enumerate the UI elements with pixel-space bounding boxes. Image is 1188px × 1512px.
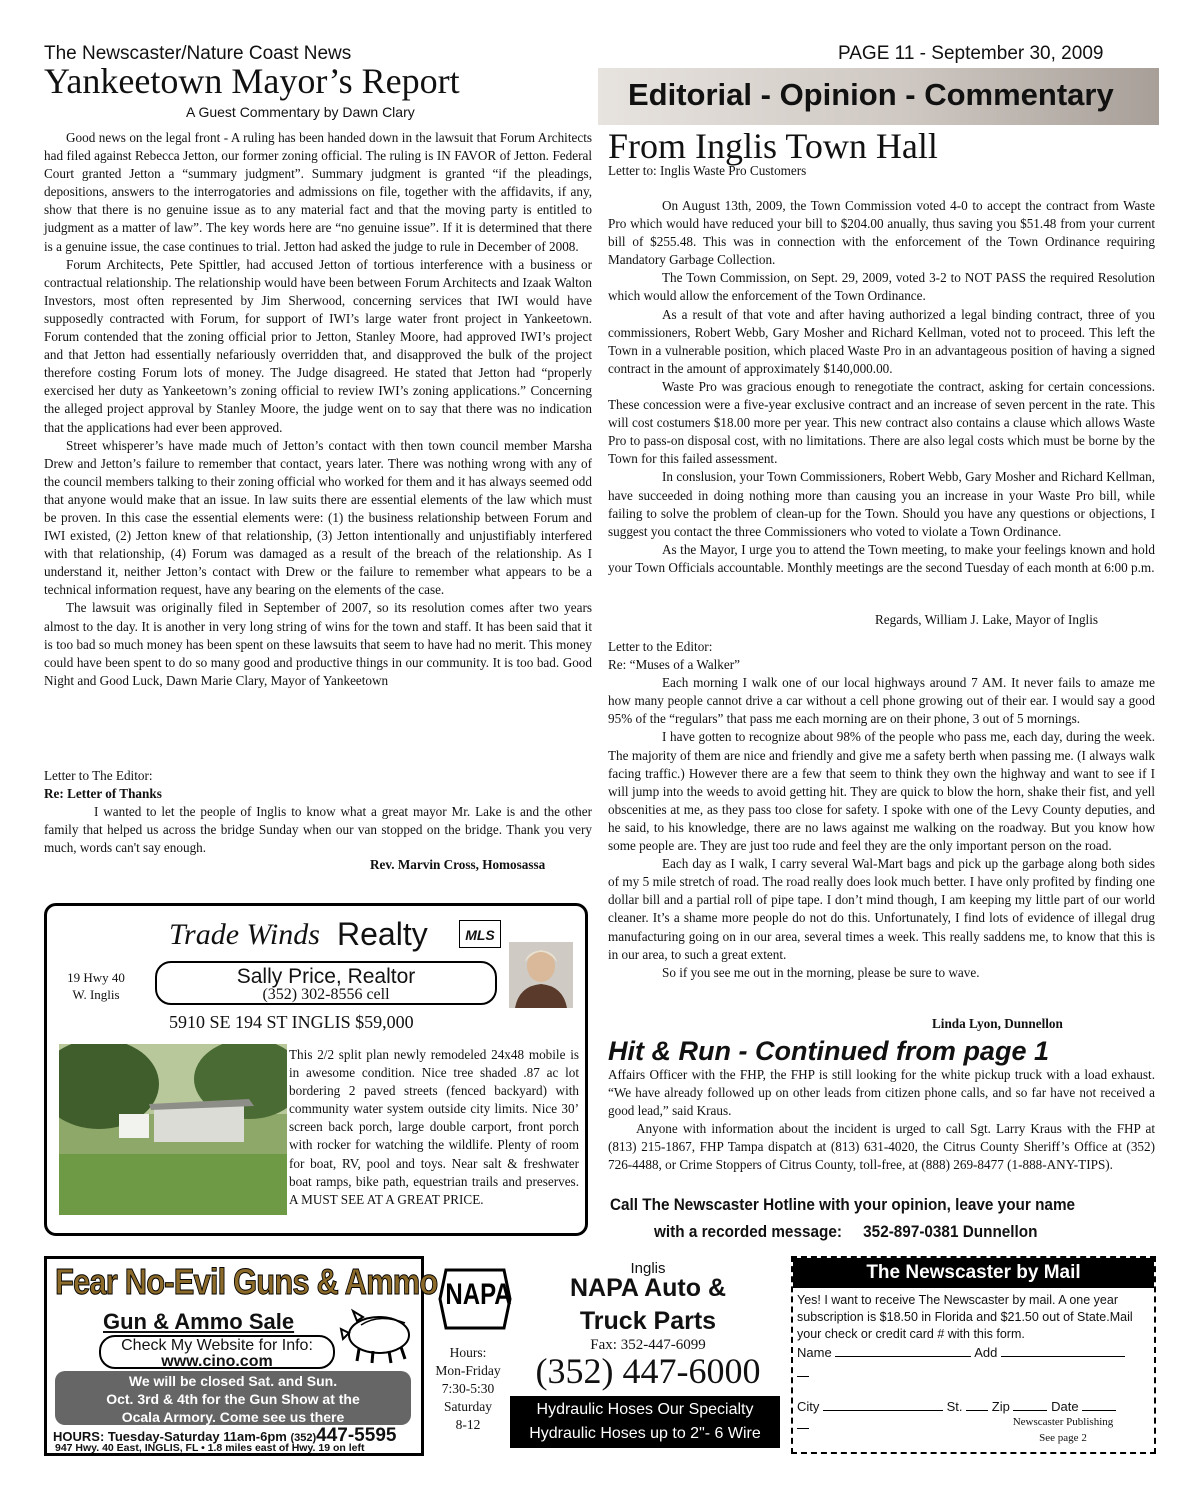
name-label: Name <box>797 1345 832 1360</box>
letter-signature: Rev. Marvin Cross, Homosassa <box>370 857 546 872</box>
town-hall-paragraph: Waste Pro was gracious enough to renegotiate the contract, asking for certain concessions. These concession were a five-year exclusive contract and an increase of seven percent in the rate. This will cost costumers $18.00 more per year. This new contract also contains a clause which allows Waste Pro to pass-on disposal cost, with no limitations. There are also legal costs which must be borne by the Town for this failed assessment. <box>608 378 1155 467</box>
guns-area-code: (352) <box>290 1432 317 1444</box>
st-field[interactable] <box>966 1398 988 1411</box>
napa-banner-2: Hydraulic Hoses up to 2"- 6 Wire <box>529 1425 761 1442</box>
realty-brand-script: Trade Winds <box>169 918 320 951</box>
section-banner <box>598 68 1159 125</box>
subscription-title: The Newscaster by Mail <box>866 1262 1081 1283</box>
hotline-line-1: Call The Newscaster Hotline with your opinion, leave your name <box>610 1195 1076 1214</box>
guns-title: Fear No-Evil Guns & Ammo <box>55 1261 438 1302</box>
subscription-header <box>793 1258 1154 1288</box>
publisher-see-page: See page 2 <box>1039 1432 1087 1444</box>
guns-hours: HOURS: Tuesday-Saturday 11am-6pm <box>53 1429 287 1444</box>
realty-address: 19 Hwy 40 W. Inglis <box>67 970 125 1002</box>
napa-hours-days: Mon-Friday <box>435 1363 501 1378</box>
name-row <box>797 1344 1147 1360</box>
walker-paragraph: Each day as I walk, I carry several Wal-Mart bags and pick up the garbage along both sides of my 5 mile stretch of road. The road really does look much better. I have only profited by finding one dollar bill and a partial roll of pipe tape. I don’t mind though, I am keeping my little part of our world cleaner. It’s a shame more people do not do this. Unfortunately, I find lots of evidence of illegal drug manufacturing going on in our area, several times a week. This really saddens me, to know that this is in our area, to such a great extent. <box>608 856 1155 962</box>
town-hall-body <box>608 197 1155 577</box>
guns-closed-2: Oct. 3rd & 4th for the Gun Show at the <box>106 1391 360 1407</box>
napa-logo-text: NAPA <box>445 1278 512 1311</box>
guns-website: www.cino.com <box>161 1353 273 1370</box>
mayor-paragraph: Street whisperer’s have made much of Jetton’s contact with then town council member Marsha Drew and Jetton’s failure to remember that contact, years later. There was nothing wrong with any of the council members talking to their zoning official who worked for them and it has always seemed odd that anyone would make that an issue. In law suits there are essential elements of the law which must be proven. In this case the essential elements were: (1) the business relationship between Forum and IWI existed, (2) Jetton knew of that relationship, (3) Jetton intentionally and unjustifiably interfered with that relationship, (4) Forum was damaged as a result of the breach of the relationship. As I understand it, neither Jetton’s contact with Drew or the failure to remember what appears to be a technical information request, have any bearing on the elements of the case. <box>44 437 592 598</box>
town-hall-paragraph: As the Mayor, I urge you to attend the Town meeting, to make your feelings known and hold your Town Officials accountable. Monthly meetings are the second Tuesday of each month at 6:00 p.m. <box>608 541 1155 575</box>
publisher-note <box>993 1414 1133 1446</box>
napa-fax: Fax: 352-447-6099 <box>590 1337 706 1353</box>
walker-signature: Linda Lyon, Dunnellon <box>932 1016 1063 1031</box>
realty-ad <box>44 903 588 1236</box>
napa-name-1: NAPA Auto & <box>570 1274 726 1302</box>
mayor-paragraph: The lawsuit was originally filed in September of 2007, so its resolution comes after two years almost to the day. It is another in very long string of wins for the town and staff. It has been said that it is too bad so much money has been spent on these lawsuits that seem to have had no merit. This money could have been spent to do so many good and productive things in our community. It is too bad. Good Night and Good Luck, Dawn Marie Clary, Mayor of Yankeetown <box>44 600 592 688</box>
zip-field[interactable] <box>1013 1398 1047 1411</box>
hotline-line-2: with a recorded message: 352-897-0381 Dunnellon <box>654 1222 1038 1241</box>
add-label: Add <box>974 1345 998 1360</box>
town-hall-title: From Inglis Town Hall <box>608 126 938 166</box>
listing-title: 5910 SE 194 ST INGLIS $59,000 <box>169 1012 414 1032</box>
napa-logo <box>438 1268 512 1335</box>
napa-hours-label: Hours: <box>449 1345 487 1360</box>
date-field[interactable] <box>1082 1398 1116 1411</box>
mayor-report-title: Yankeetown Mayor’s Report <box>44 61 460 101</box>
napa-hours-time: 7:30-5:30 <box>441 1381 495 1396</box>
hit-run-title: Hit & Run - Continued from page 1 <box>608 1036 1049 1066</box>
date-label: Date <box>1051 1399 1079 1414</box>
city-field[interactable] <box>823 1398 943 1411</box>
walker-paragraph: So if you see me out in the morning, please be sure to wave. <box>662 964 980 980</box>
guns-check: Check My Website for Info: <box>121 1337 313 1354</box>
hit-run-paragraph: Affairs Officer with the FHP, the FHP is still looking for the white pickup truck with a load exhaust. “We have already followed up on other leads from citizen phone calls, and so far have not received a good lead,” said Kraus. <box>608 1067 1155 1119</box>
st-label: St. <box>946 1399 963 1414</box>
mayor-paragraph: Forum Architects, Pete Spittler, had accused Jetton of tortious interference with a business or contractual relationship. The relationship would have been between Forum Architects and Izaak Walton Investors, most often represented by Jim Sherwood, concerning services that IWI would have supposedly contracted with Forum, for support of IWI’s large water front project in Yankeetown. Forum contended that the zoning official prior to Jetton, Stanley Moore, had approved IWI’s project and that Jetton had essentially nefariously overridden that, and disapproved the bulk of the project therefore costing Forum lots of money. The Judge disagreed. He stated that Jetton had “properly exercised her duty as Yankeetown’s zoning official to review IWI’s zoning applications.” Concerning the alleged project approval by Stanley Moore, the judge went on to say that there was no indication that the applications had ever been approved. <box>44 256 592 435</box>
guns-phone: 447-5595 <box>316 1425 397 1446</box>
guns-ad <box>44 1256 438 1456</box>
walker-paragraph: Each morning I walk one of our local highways around 7 AM. It never fails to amaze me how many people cannot drive a car without a cell phone growing out of their ear. I would say a good 95% of the “regulars” that pass me each morning are on their phone, 3 out of 5 mornings. <box>608 675 1155 727</box>
paper-name: The Newscaster/Nature Coast News <box>44 43 352 64</box>
subscription-form <box>791 1256 1156 1454</box>
napa-sat-label: Saturday <box>444 1399 492 1414</box>
town-hall-signature: Regards, William J. Lake, Mayor of Inglis <box>875 612 1099 627</box>
city-row <box>797 1398 1152 1414</box>
address-line[interactable] <box>797 1376 809 1377</box>
realty-brand-word: Realty <box>337 916 428 952</box>
name-field[interactable] <box>835 1344 971 1357</box>
napa-town: Inglis <box>630 1260 666 1277</box>
letter-subject: Re: Letter of Thanks <box>44 786 162 802</box>
guns-address: 947 Hwy. 40 East, INGLIS, FL • 1.8 miles east of Hwy. 19 on left <box>55 1442 365 1454</box>
napa-sat-time: 8-12 <box>455 1417 481 1432</box>
add-field[interactable] <box>1001 1344 1125 1357</box>
mls-logo <box>459 920 501 948</box>
walker-subject: Re: “Muses of a Walker” <box>608 657 740 673</box>
guns-website-pill <box>99 1335 335 1369</box>
agent-name: Sally Price, Realtor <box>236 965 416 988</box>
mayor-report-byline: A Guest Commentary by Dawn Clary <box>186 104 415 120</box>
guns-closed-1: We will be closed Sat. and Sun. <box>128 1373 338 1389</box>
guns-closed-3: Ocala Armory. Come see us there <box>121 1409 345 1425</box>
page-info: PAGE 11 - September 30, 2009 <box>838 43 1104 64</box>
napa-banner <box>510 1396 780 1448</box>
boar-icon <box>339 1303 419 1370</box>
guns-closed-box <box>55 1371 411 1425</box>
napa-banner-1: Hydraulic Hoses Our Specialty <box>536 1401 754 1418</box>
section-title: Editorial - Opinion - Commentary <box>628 77 1114 112</box>
city-extra-line[interactable] <box>797 1428 809 1429</box>
zip-label: Zip <box>991 1399 1010 1414</box>
subscription-text: Yes! I want to receive The Newscaster by mail. A one year subscription is $18.50 in Florida and $21.50 out of State.Mail your check or credit card # with this form. <box>797 1293 1133 1341</box>
hit-run-paragraph: Anyone with information about the incident is urged to call Sgt. Larry Kraus with the FHP at (813) 215-1867, FHP Tampa dispatch at (813) 631-4020, the Citrus County Sheriff’s Office at (352) 726-4488, or Crime Stoppers of Citrus County, toll-free, at (888) 269-8477 (1-888-ANY-TIPS). <box>608 1121 1155 1173</box>
mayor-report-body <box>44 129 592 690</box>
listing-photo <box>59 1044 287 1215</box>
napa-name-2: Truck Parts <box>579 1307 717 1335</box>
town-hall-paragraph: The Town Commission, on Sept. 29, 2009, voted 3-2 to NOT PASS the required Resolution which would allow the enforcement of the Town Ordinance. <box>608 270 1155 304</box>
letter-body: I wanted to let the people of Inglis to know what a great mayor Mr. Lake is and the other family that helped us across the bridge Sunday when our van stopped on the bridge. Thank you very much, words can't say enough. <box>44 804 592 856</box>
guns-sale: Gun & Ammo Sale <box>103 1309 295 1334</box>
mayor-paragraph: Good news on the legal front - A ruling has been handed down in the lawsuit that Forum Architects had filed against Rebecca Jetton, our former zoning official. The ruling is IN FAVOR of Jetton. Federal Court granted Jetton a “summary judgment”. Summary judgment is granted “if the pleadings, depositions, answers to the interrogatories and admissions on file, together with the affidavits, if any, show that there is no genuine issue as to any material fact and that the moving party is entitled to judgment as a matter of law”. The key words here are “no genuine issue”. If it is determined that there is a genuine issue, the case continues to trial. Jetton had asked the judge to rule in December of 2008. <box>44 130 592 254</box>
agent-phone: (352) 302-8556 cell <box>262 986 390 1003</box>
walker-intro: Letter to the Editor: <box>608 639 713 654</box>
napa-phone: (352) 447-6000 <box>535 1351 761 1391</box>
town-hall-subtitle: Letter to: Inglis Waste Pro Customers <box>608 163 807 178</box>
hit-run-body <box>608 1066 1155 1175</box>
mls-label: MLS <box>465 927 495 943</box>
listing-description: This 2/2 split plan newly remodeled 24x48 mobile is in awesome condition. Nice tree shaded .87 ac lot bordering 2 paved streets (fenced backyard) with community water system outside city limits. Nice 30’ screen back porch, large double carport, front porch with rocker for watching the wildlife. Plenty of room for boat, RV, pool and toys. Near salt & freshwater boat ramps, bike path, equestrian trails and preserves. A MUST SEE AT A GREAT PRICE. <box>289 1047 579 1207</box>
walker-paragraph: I have gotten to recognize about 98% of the people who pass me, each day, during the week. The majority of them are nice and friendly and give me a safety berth when passing me. (I always walk facing traffic.) However there are a few that seem to think they own the highway and want to see if I will jump into the weeds to avoid getting hit. They are quick to blow the horn, shake their fist, and yell obscenities at me, as they pass too close for safety. I spoke with one of the Levy County deputies, and he said, to his knowledge, there are no laws against me walking on the roadway. But you know how some people are. They are just too rude and feel they are the only important person on the road. <box>608 729 1155 854</box>
agent-pill <box>155 961 497 1005</box>
publisher-name: Newscaster Publishing <box>1012 1416 1114 1428</box>
town-hall-paragraph: As a result of that vote and after having authorized a legal binding contract, three of you commissioners, Robert Webb, Gary Mosher and Richard Kellman, voted not to proceed. This left the Town in a vulnerable position, which placed Waste Pro in an advantageous position of having a signed contract in the amount of approximately $140,000.00. <box>608 306 1155 376</box>
town-hall-paragraph: On August 13th, 2009, the Town Commission voted 4-0 to accept the contract from Waste Pro which would have reduced your bill to $204.00 anually, thus saving you $51.48 from your current bill of $255.48. This was in connection with the enforcement of the Town Ordinance requiring Mandatory Garbage Collection. <box>608 198 1155 268</box>
agent-photo <box>509 942 573 1008</box>
napa-hours <box>430 1344 506 1434</box>
town-hall-paragraph: In conslusion, your Town Commissioners, Robert Webb, Gary Mosher and Richard Kellman, have succeeded in doing nothing more than causing you an increase in your Waste Pro bill, while failing to solve the problem of clean-up for the Town. Should you have any questions or objections, I suggest you contact the three Commissioners who voted to violate a Town Ordinance. <box>608 469 1155 539</box>
letter-walker <box>608 638 1155 982</box>
napa-ad <box>428 1256 786 1456</box>
letter-thanks <box>44 767 592 857</box>
letter-intro: Letter to The Editor: <box>44 768 153 783</box>
city-label: City <box>797 1399 820 1414</box>
